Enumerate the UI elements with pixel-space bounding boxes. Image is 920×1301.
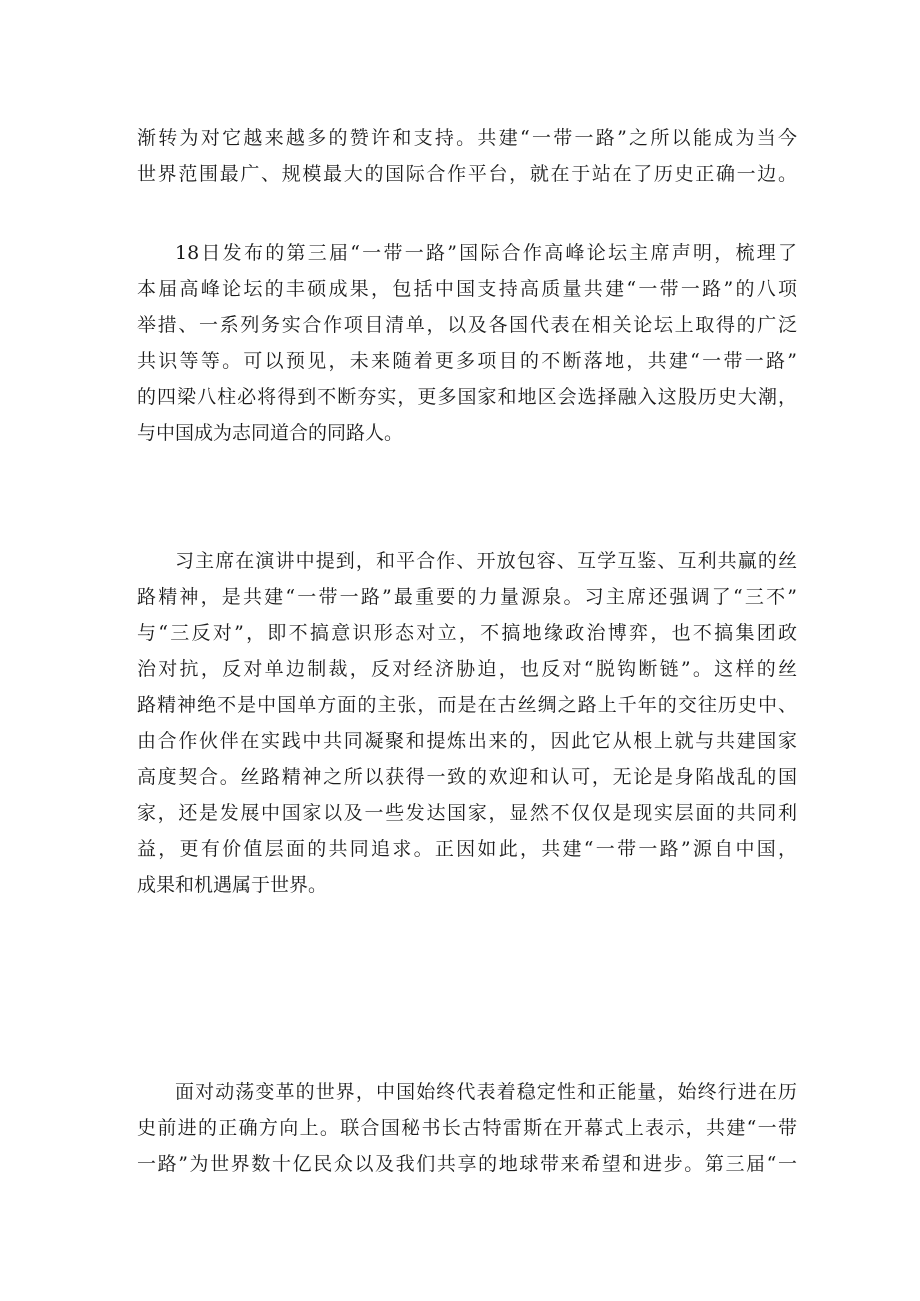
paragraph-line: 史前进的正确方向上。联合国秘书长古特雷斯在开幕式上表示，共建“一带: [137, 1117, 797, 1139]
paragraph-line: 习主席在演讲中提到，和平合作、开放包容、互学互鉴、互利共赢的丝: [175, 550, 797, 572]
paragraph-line: 路精神绝不是中国单方面的主张，而是在古丝绸之路上千年的交往历史中、: [137, 694, 797, 716]
paragraph-line: 路精神，是共建“一带一路”最重要的力量源泉。习主席还强调了“三不”: [137, 586, 797, 608]
paragraph-line: 与“三反对”，即不搞意识形态对立，不搞地缘政治博弈，也不搞集团政: [137, 622, 797, 644]
paragraph-line: 共识等等。可以预见，未来随着更多项目的不断落地，共建“一带一路”: [137, 350, 797, 372]
paragraph-2: [137, 235, 797, 451]
paragraph-line: 成果和机遇属于世界。: [137, 874, 328, 896]
paragraph-line: 高度契合。丝路精神之所以获得一致的欢迎和认可，无论是身陷战乱的国: [137, 766, 797, 788]
paragraph-line: 一路”为世界数十亿民众以及我们共享的地球带来希望和进步。第三届“一: [137, 1153, 797, 1175]
paragraph-line: 治对抗，反对单边制裁，反对经济胁迫，也反对“脱钩断链”。这样的丝: [137, 658, 797, 680]
paragraph-line: 18日发布的第三届“一带一路”国际合作高峰论坛主席声明，梳理了: [175, 242, 797, 264]
paragraph-4: [137, 1074, 797, 1182]
paragraph-line: 由合作伙伴在实践中共同凝聚和提炼出来的，因此它从根上就与共建国家: [137, 730, 797, 752]
paragraph-1: [137, 120, 797, 192]
paragraph-line: 益，更有价值层面的共同追求。正因如此，共建“一带一路”源自中国，: [137, 838, 797, 860]
paragraph-line: 举措、一系列务实合作项目清单，以及各国代表在相关论坛上取得的广泛: [137, 314, 797, 336]
paragraph-line: 面对动荡变革的世界，中国始终代表着稳定性和正能量，始终行进在历: [175, 1081, 797, 1103]
paragraph-line: 的四梁八柱必将得到不断夯实，更多国家和地区会选择融入这股历史大潮，: [137, 386, 797, 408]
paragraph-line: 与中国成为志同道合的同路人。: [137, 422, 404, 444]
paragraph-line: 渐转为对它越来越多的赞许和支持。共建“一带一路”之所以能成为当今: [137, 127, 797, 149]
paragraph-line: 本届高峰论坛的丰硕成果，包括中国支持高质量共建“一带一路”的八项: [137, 278, 797, 300]
paragraph-line: 家，还是发展中国家以及一些发达国家，显然不仅仅是现实层面的共同利: [137, 802, 797, 824]
paragraph-3: [137, 543, 797, 903]
paragraph-line: 世界范围最广、规模最大的国际合作平台，就在于站在了历史正确一边。: [137, 163, 797, 185]
